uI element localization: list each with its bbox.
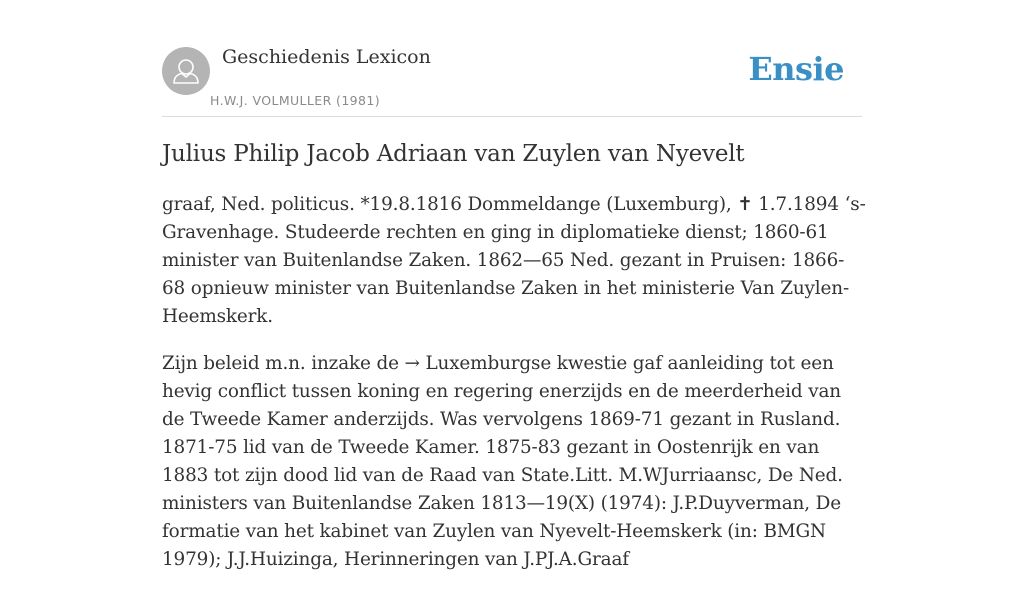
article-page xyxy=(162,0,866,570)
author-credit: H.W.J. VOLMULLER (1981) xyxy=(210,93,381,108)
entry-paragraph: Zijn beleid m.n. inzake de → Luxemburgse kwestie gaf aanleiding tot een hevig conflict tussen koning en regering enerzijds en de meerderheid van de Tweede Kamer anderzijds. Was vervolgens 1869-71 gezant in Rusland. 1871-75 lid van de Tweede Kamer. 1875-83 gezant in Oostenrijk en van 1883 tot zijn dood lid van de Raad van State.Litt. M.WJurriaansc, De Ned. ministers van Buitenlandse Zaken 1813—19(X) (1974): J.P.Duyverman, De formatie van het kabinet van Zuylen van Nyevelt-Heemskerk (in: BMGN 1979); J.J.Huizinga, Herinneringen van J.PJ.A.Graaf xyxy=(162,353,843,570)
avatar[interactable] xyxy=(162,47,210,95)
user-icon xyxy=(162,47,210,95)
source-title[interactable]: Geschiedenis Lexicon xyxy=(222,46,431,68)
entry-paragraph: graaf, Ned. politicus. *19.8.1816 Dommeldange (Luxemburg), ✝ 1.7.1894 ‘s-Gravenhage. Studeerde rechten en ging in diplomatieke dienst; 1860-61 minister van Buitenlandse Zaken. 1862—65 Ned. gezant in Pruisen: 1866-68 opnieuw minister van Buitenlandse Zaken in het ministerie Van Zuylen-Heemskerk. xyxy=(162,194,866,327)
source-header xyxy=(162,0,862,117)
entry-body xyxy=(162,191,866,593)
entry-title: Julius Philip Jacob Adriaan van Zuylen van Nyevelt xyxy=(162,141,745,167)
ensie-logo[interactable]: Ensie xyxy=(748,50,844,88)
